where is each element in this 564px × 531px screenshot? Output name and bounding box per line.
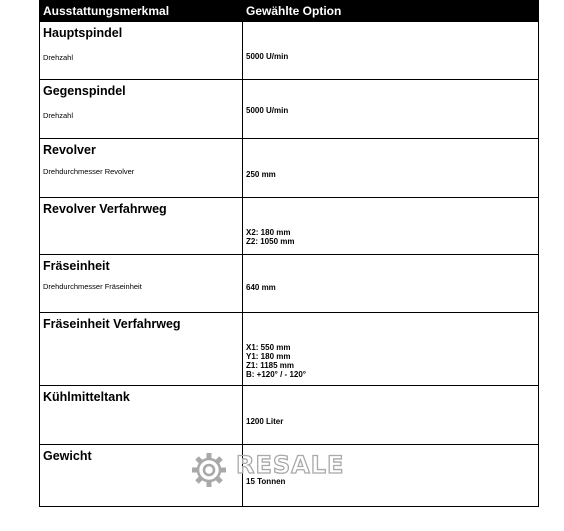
feature-subtitle: Drehdurchmesser Fräseinheit (43, 282, 142, 291)
option-cell (243, 445, 539, 507)
feature-cell (40, 22, 243, 80)
feature-cell (40, 80, 243, 139)
feature-title: Gegenspindel (43, 84, 126, 98)
option-value: B: +120° / - 120° (246, 370, 306, 379)
feature-title: Kühlmitteltank (43, 390, 130, 404)
header-feature: Ausstattungsmerkmal (40, 1, 243, 22)
table-row (40, 22, 539, 80)
option-cell (243, 313, 539, 386)
option-value: 1200 Liter (246, 417, 284, 426)
feature-cell (40, 445, 243, 507)
header-option: Gewählte Option (243, 1, 539, 22)
table-row (40, 198, 539, 255)
header-row (40, 1, 539, 22)
feature-title: Hauptspindel (43, 26, 123, 40)
feature-title: Revolver (43, 143, 96, 157)
table-row (40, 386, 539, 445)
option-value: Z1: 1185 mm (246, 361, 295, 370)
feature-cell (40, 386, 243, 445)
feature-title: Revolver Verfahrweg (43, 202, 167, 216)
feature-subtitle: Drehzahl (43, 53, 74, 62)
option-value: X2: 180 mm (246, 228, 291, 237)
option-cell (243, 386, 539, 445)
feature-cell (40, 139, 243, 198)
table-row (40, 255, 539, 313)
feature-title: Fräseinheit Verfahrweg (43, 317, 181, 331)
table-row (40, 445, 539, 507)
feature-cell (40, 313, 243, 386)
option-cell (243, 255, 539, 313)
watermark-text: RESALE (236, 451, 345, 479)
option-cell (243, 80, 539, 139)
option-value: Z2: 1050 mm (246, 237, 295, 246)
table-row (40, 313, 539, 386)
option-value: 5000 U/min (246, 52, 289, 61)
feature-cell (40, 198, 243, 255)
table-row (40, 80, 539, 139)
option-value: 250 mm (246, 170, 276, 179)
option-value: Y1: 180 mm (246, 352, 291, 361)
option-value: 5000 U/min (246, 106, 289, 115)
feature-title: Fräseinheit (43, 259, 110, 273)
option-value: 15 Tonnen (246, 477, 286, 486)
option-value: X1: 550 mm (246, 343, 291, 352)
feature-title: Gewicht (43, 449, 92, 463)
option-cell (243, 198, 539, 255)
equipment-spec-table (39, 0, 539, 507)
option-cell (243, 139, 539, 198)
feature-subtitle: Drehdurchmesser Revolver (43, 167, 135, 176)
table-row (40, 139, 539, 198)
option-cell (243, 22, 539, 80)
feature-cell (40, 255, 243, 313)
option-value: 640 mm (246, 283, 276, 292)
feature-subtitle: Drehzahl (43, 111, 74, 120)
